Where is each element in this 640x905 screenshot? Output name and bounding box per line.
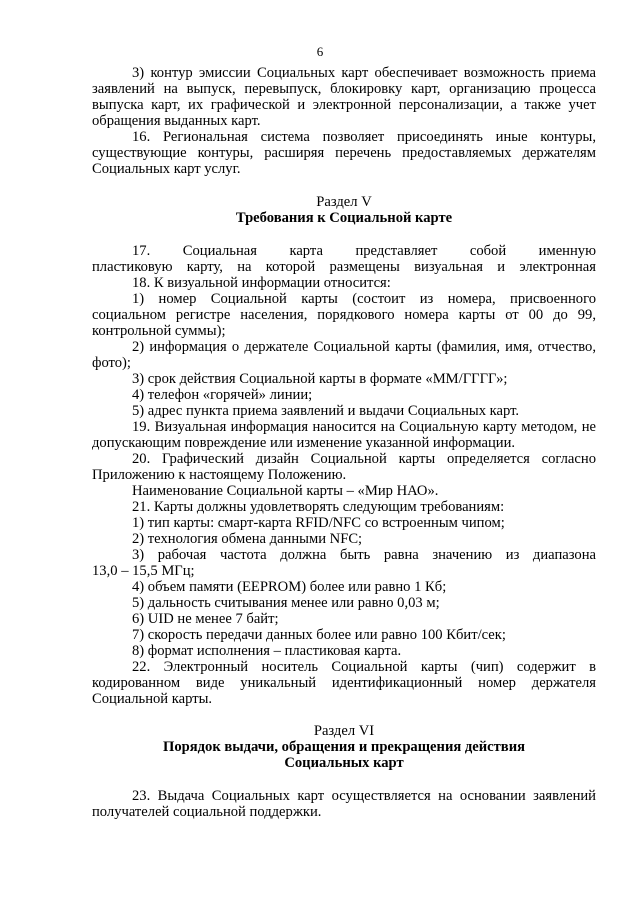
text-line: 19. Визуальная информация наносится на Социальную карту методом, не: [132, 420, 596, 435]
text-line: 1) номер Социальной карты (состоит из номера, присвоенного: [132, 292, 596, 307]
text-line: социальном регистре населения, порядкового номера карты от 00 до 99,: [92, 308, 596, 323]
text-line: Социальных карт услуг.: [92, 161, 241, 177]
text-line: выпуска карт, их графической и электронной персонализации, а также учет: [92, 98, 596, 113]
text-line: 5) адрес пункта приема заявлений и выдачи Социальных карт.: [132, 403, 520, 419]
text-line: обращения выданных карт.: [92, 113, 261, 129]
text-line: 3) контур эмиссии Социальных карт обеспечивает возможность приема: [132, 66, 596, 81]
text-line: кодированном виде уникальный идентификационный номер держателя: [92, 676, 596, 691]
text-line: 7) скорость передачи данных более или равно 100 Кбит/сек;: [132, 627, 506, 643]
text-line: 1) тип карты: смарт-карта RFID/NFC со встроенным чипом;: [132, 515, 505, 531]
section-title: Требования к Социальной карте: [235, 210, 453, 226]
text-line: Приложению к настоящему Положению.: [92, 467, 347, 483]
section-title: Социальных карт: [284, 755, 404, 771]
text-line: 2) информация о держателе Социальной карты (фамилия, имя, отчество,: [132, 340, 596, 355]
text-line: 18. К визуальной информации относится:: [132, 275, 391, 291]
section-title: Порядок выдачи, обращения и прекращения действия: [162, 739, 525, 755]
text-line: 16. Региональная система позволяет присоединять иные контуры,: [132, 130, 596, 145]
text-line: пластиковую карту, на которой размещены визуальная и электронная: [92, 260, 596, 275]
text-line: существующие контуры, расширяя перечень предоставляемых держателям: [92, 146, 596, 161]
page-number: 6: [316, 44, 324, 59]
text-line: получателей социальной поддержки.: [92, 804, 322, 820]
text-line: 17. Социальная карта представляет собой именную: [132, 244, 596, 259]
text-line: 22. Электронный носитель Социальной карты (чип) содержит в: [132, 660, 596, 675]
text-line: 4) телефон «горячей» линии;: [132, 387, 313, 403]
text-line: 5) дальность считывания менее или равно 0,03 м;: [132, 595, 440, 611]
text-line: 23. Выдача Социальных карт осуществляется на основании заявлений: [132, 789, 596, 804]
text-line: 3) срок действия Социальной карты в формате «ММ/ГГГГ»;: [132, 371, 508, 387]
text-line: Социальной карты.: [92, 691, 213, 707]
text-line: заявлений на выпуск, перевыпуск, блокировку карт, организацию процесса: [92, 82, 596, 97]
text-line: 21. Карты должны удовлетворять следующим требованиям:: [132, 499, 505, 515]
text-line: 2) технология обмена данными NFC;: [132, 531, 363, 547]
text-line: фото);: [92, 355, 131, 371]
text-line: контрольной суммы);: [92, 323, 226, 339]
text-line: 4) объем памяти (EEPROM) более или равно 1 Кб;: [132, 579, 447, 595]
section-label: Раздел VI: [313, 723, 375, 739]
text-line: допускающим повреждение или изменение указанной информации.: [92, 435, 516, 451]
text-line: 6) UID не менее 7 байт;: [132, 611, 279, 627]
text-line: 8) формат исполнения – пластиковая карта.: [132, 643, 402, 659]
text-line: 20. Графический дизайн Социальной карты определяется согласно: [132, 452, 596, 467]
section-label: Раздел V: [316, 194, 372, 210]
text-line: 3) рабочая частота должна быть равна значению из диапазона: [132, 548, 596, 563]
text-line: Наименование Социальной карты – «Мир НАО».: [132, 483, 439, 499]
text-line: 13,0 – 15,5 МГц;: [92, 563, 195, 579]
